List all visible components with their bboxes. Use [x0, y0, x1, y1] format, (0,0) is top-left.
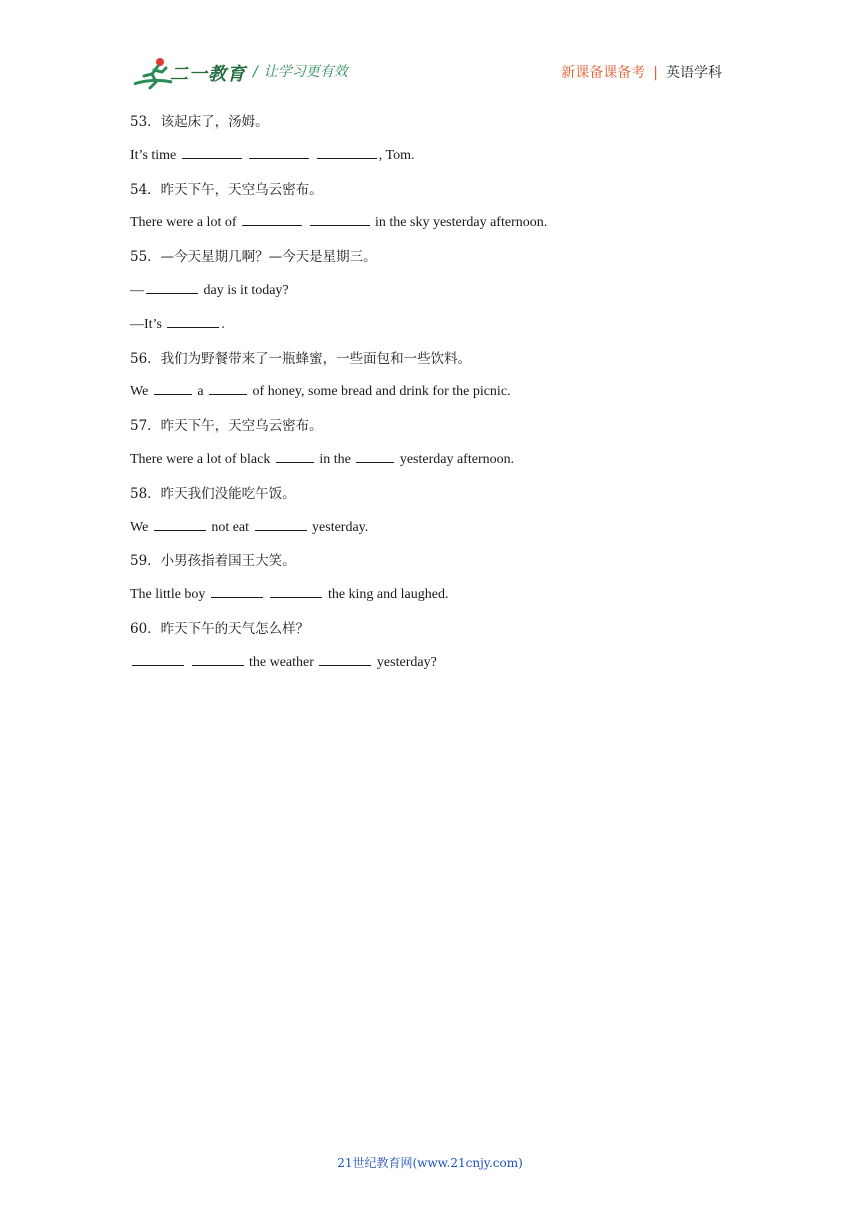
answer-blank[interactable] — [192, 652, 244, 666]
text — [265, 587, 269, 602]
answer-blank[interactable] — [356, 449, 394, 463]
question-54-prompt: 54．昨天下午，天空乌云密布。 — [130, 181, 323, 198]
text: in the — [315, 451, 355, 467]
text: the weather — [245, 654, 318, 670]
answer-blank[interactable] — [276, 449, 314, 463]
text: . — [221, 316, 225, 332]
question-list — [130, 111, 750, 686]
answer-blank[interactable] — [154, 381, 192, 395]
answer-blank[interactable] — [146, 280, 198, 294]
question-60-sentence — [130, 652, 750, 686]
text: yesterday afternoon. — [396, 451, 515, 467]
answer-blank[interactable] — [182, 145, 242, 159]
text — [186, 655, 190, 670]
text: —It’s — [130, 316, 166, 332]
text: yesterday. — [308, 519, 369, 535]
answer-blank[interactable] — [255, 517, 307, 531]
text: We — [130, 519, 152, 535]
text: of honey, some bread and drink for the picnic. — [249, 384, 511, 400]
answer-blank[interactable] — [209, 381, 247, 395]
answer-blank[interactable] — [249, 145, 309, 159]
slogan-text: 让学习更有效 — [263, 64, 348, 80]
text: There were a lot of black — [130, 451, 274, 467]
text — [304, 215, 308, 230]
text: day is it today? — [200, 282, 289, 298]
text: a — [193, 384, 208, 400]
answer-blank[interactable] — [317, 145, 377, 159]
question-59-sentence — [130, 584, 750, 618]
answer-blank[interactable] — [319, 652, 371, 666]
question-58-prompt: 58．昨天我们没能吃午饭。 — [130, 485, 296, 502]
subject-label: 英语学科 — [666, 65, 722, 81]
text: not eat — [207, 519, 253, 535]
logo-text: 二一教育 — [170, 64, 246, 85]
text: There were a lot of — [130, 215, 240, 231]
text — [244, 148, 248, 163]
question-55-prompt: 55．—今天星期几啊？—今天是星期三。 — [130, 249, 377, 266]
question-59-prompt: 59．小男孩指着国王大笑。 — [130, 553, 296, 570]
question-55-sentence-1 — [130, 280, 750, 314]
page-footer: 21世纪教育网(www.21cnjy.com) — [337, 1156, 523, 1170]
header-course-info — [561, 62, 722, 82]
answer-blank[interactable] — [270, 584, 322, 598]
course-label: 新课备课备考 — [561, 65, 646, 81]
answer-blank[interactable] — [132, 652, 184, 666]
text: The little boy — [130, 587, 209, 603]
answer-blank[interactable] — [167, 314, 219, 328]
question-57-sentence — [130, 449, 750, 483]
text: It’s time — [130, 147, 180, 163]
slogan: / 让学习更有效 — [253, 64, 348, 80]
text: yesterday? — [373, 654, 437, 670]
text — [311, 148, 315, 163]
question-57-prompt: 57．昨天下午，天空乌云密布。 — [130, 418, 323, 435]
text: We — [130, 384, 152, 400]
question-54-sentence — [130, 212, 750, 246]
question-55-sentence-2 — [130, 314, 750, 348]
text: the king and laughed. — [324, 587, 449, 603]
question-58-sentence — [130, 517, 750, 551]
answer-blank[interactable] — [310, 212, 370, 226]
question-56-prompt: 56．我们为野餐带来了一瓶蜂蜜，一些面包和一些饮料。 — [130, 350, 472, 367]
question-53-sentence — [130, 145, 750, 179]
page-header — [0, 0, 860, 100]
question-60-prompt: 60．昨天下午的天气怎么样？ — [130, 620, 310, 637]
header-separator: | — [653, 65, 658, 81]
text: — — [130, 282, 144, 298]
answer-blank[interactable] — [242, 212, 302, 226]
text: in the sky yesterday afternoon. — [371, 215, 548, 231]
text: , Tom. — [378, 147, 415, 163]
question-53-prompt: 53．该起床了，汤姆。 — [130, 114, 269, 130]
question-56-sentence — [130, 381, 750, 415]
answer-blank[interactable] — [211, 584, 263, 598]
answer-blank[interactable] — [154, 517, 206, 531]
